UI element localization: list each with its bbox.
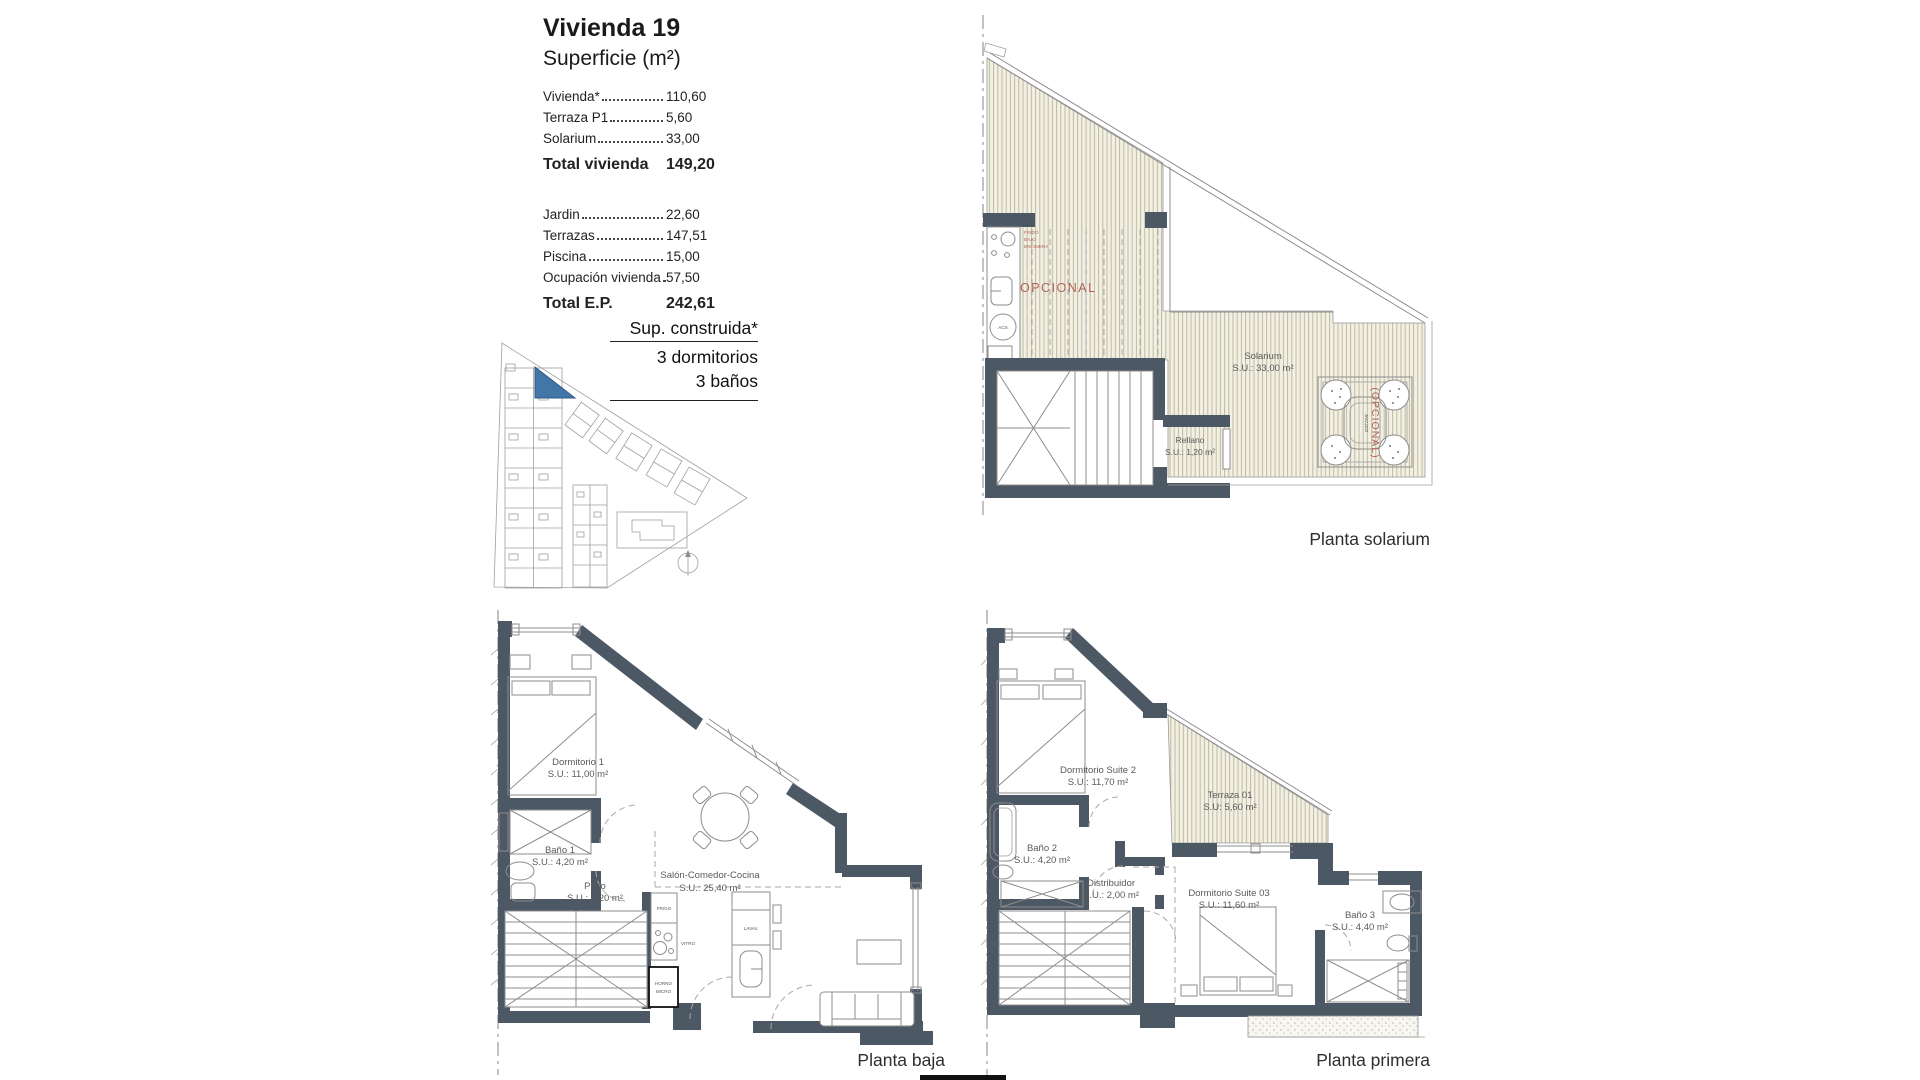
- kitchen-island: [732, 892, 781, 997]
- oven-icon: [649, 967, 678, 1007]
- bed: [1181, 907, 1292, 996]
- bathrooms-count: 3 baños: [695, 371, 758, 391]
- built-surface-title: Sup. construida*: [610, 318, 758, 342]
- fridge-note: FRIGO: [1024, 230, 1039, 235]
- room-label: Rellano: [1175, 435, 1205, 445]
- svg-text:BAJO: BAJO: [1024, 237, 1036, 242]
- site-units-center: [573, 485, 607, 587]
- highlighted-unit-19: [535, 367, 575, 398]
- gravel-strip: [1248, 1016, 1418, 1037]
- jacuzzi-opcional-label: (OPCIONAL): [1369, 387, 1381, 459]
- room-label: Solarium: [1244, 351, 1282, 362]
- table-row: Jardin 22,60: [543, 207, 700, 222]
- room-label: Distribuidor: [1086, 878, 1136, 889]
- table-row: Vivienda* 110,60: [543, 89, 707, 104]
- compass-icon: [678, 550, 698, 576]
- svg-text:ENCIMERA: ENCIMERA: [1024, 244, 1049, 249]
- surface-summary: [543, 14, 759, 313]
- kitchen-appliances: [649, 893, 695, 1007]
- plan-baja: [490, 615, 950, 1075]
- table-row-total: Total vivienda 149,20: [543, 156, 715, 173]
- site-units-diagonal: [565, 402, 710, 505]
- room-label: Dormitorio 1: [552, 757, 604, 768]
- table-row: Solarium 33,00: [543, 131, 700, 146]
- svg-text:S.U.: 2,00 m²: S.U.: 2,00 m²: [1083, 890, 1139, 901]
- wall-pier: [1145, 212, 1167, 228]
- jacuzzi-label: JACUZZI: [1364, 413, 1369, 433]
- svg-text:S.U.: 11,00 m²: S.U.: 11,00 m²: [547, 769, 609, 780]
- room-label: Salón-Comedor-Cocina: [660, 870, 760, 881]
- bathroom-fixtures: [1327, 891, 1421, 1002]
- surface-subtitle: Superficie (m²): [543, 47, 681, 70]
- svg-text:S.U.: 4,40 m²: S.U.: 4,40 m²: [1332, 922, 1388, 933]
- site-boundary: [494, 343, 747, 588]
- sink-icon: [511, 883, 535, 901]
- svg-text:S.U.: 4,20 m²: S.U.: 4,20 m²: [1014, 855, 1070, 866]
- boundary-hatch: [491, 649, 498, 985]
- caption-baja: Planta baja: [857, 1050, 945, 1070]
- door-leaf: [1223, 429, 1230, 469]
- svg-text:ACS: ACS: [998, 325, 1008, 330]
- surface-table: [543, 83, 759, 313]
- room-label: Paso: [584, 881, 606, 892]
- boundary-hatch: [981, 659, 987, 985]
- svg-text:S.U.: 1,20 m²: S.U.: 1,20 m²: [1164, 447, 1216, 457]
- room-label: Dormitorio Suite 03: [1188, 888, 1270, 899]
- svg-text:S.U.: 11,60 m²: S.U.: 11,60 m²: [1198, 900, 1260, 911]
- hob-label: VITRO: [681, 941, 696, 946]
- room-label: Baño 2: [1026, 843, 1058, 854]
- staircase: [999, 911, 1130, 1005]
- table-row-total: Total E.P. 242,61: [543, 295, 715, 312]
- room-label: Terraza 01: [1207, 790, 1253, 801]
- plan-solarium: [980, 15, 1450, 560]
- svg-text:S.U.: 4,20 m²: S.U.: 4,20 m²: [532, 857, 588, 868]
- room-label: Baño 1: [544, 845, 576, 856]
- sofa: [820, 992, 914, 1026]
- footer-bar: [920, 1075, 1006, 1080]
- table-row: Piscina 15,00: [543, 249, 700, 264]
- toilet-icon: [506, 862, 534, 880]
- page-title: Vivienda 19: [543, 14, 681, 42]
- caption-primera: Planta primera: [1316, 1050, 1430, 1070]
- coffee-table: [857, 940, 901, 964]
- staircase: [505, 911, 647, 1007]
- svg-text:HORNO: HORNO: [654, 981, 673, 986]
- dining-table: [692, 785, 759, 849]
- svg-text:S.U.: 11,70 m²: S.U.: 11,70 m²: [1067, 777, 1129, 788]
- room-label: Baño 3: [1344, 910, 1376, 921]
- table-row: Terraza P1 5,60: [543, 110, 693, 125]
- svg-text:S.U.: 1,20 m²: S.U.: 1,20 m²: [567, 893, 623, 904]
- svg-text:S.U: 5,60 m²: S.U: 5,60 m²: [1203, 802, 1257, 813]
- site-units-left: [505, 368, 562, 588]
- site-pool: [617, 512, 687, 548]
- svg-text:S.U.: 33,00 m²: S.U.: 33,00 m²: [1232, 363, 1294, 374]
- opcional-label: OPCIONAL: [1020, 281, 1097, 295]
- svg-text:MICRO: MICRO: [655, 989, 672, 994]
- site-plan: [494, 340, 756, 592]
- dishwasher-label: LAVAV.: [743, 926, 759, 931]
- table-row: Terrazas 147,51: [543, 228, 708, 243]
- bedrooms-count: 3 dormitorios: [656, 347, 758, 367]
- svg-text:S.U.: 25,40 m²: S.U.: 25,40 m²: [679, 883, 741, 894]
- fridge-label: FRIGO: [656, 906, 672, 911]
- toilet-icon: [1387, 935, 1409, 951]
- room-label: Dormitorio Suite 2: [1059, 765, 1137, 776]
- table-row: Ocupación vivienda 57,50: [543, 270, 700, 285]
- terrace-deck: [1168, 715, 1328, 843]
- plan-primera: [985, 615, 1450, 1075]
- caption-solarium: Planta solarium: [1309, 529, 1430, 549]
